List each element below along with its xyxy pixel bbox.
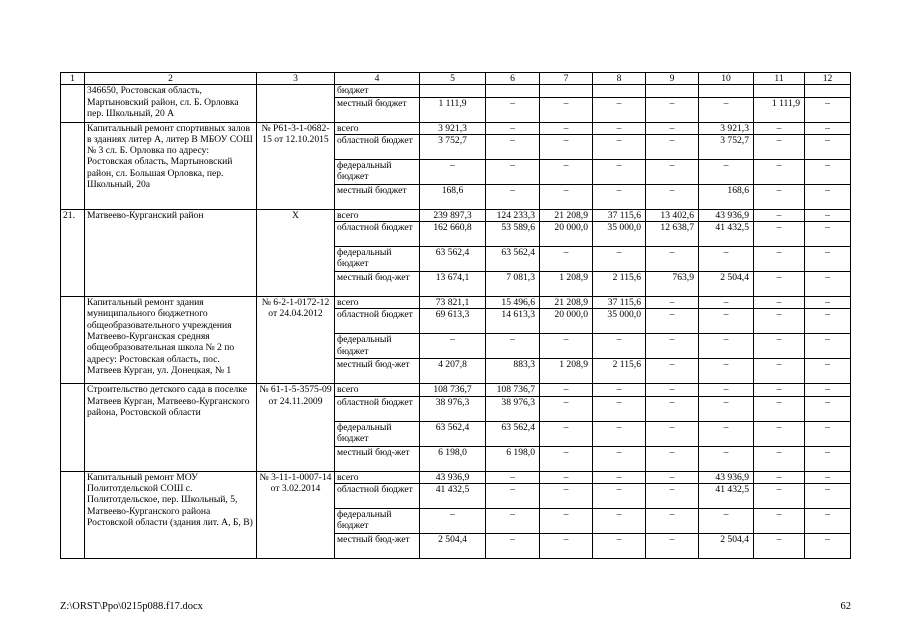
amount-cell: – bbox=[593, 134, 646, 159]
amount-cell: 883,3 bbox=[486, 359, 540, 384]
amount-cell: – bbox=[805, 534, 851, 559]
amount-cell: – bbox=[699, 97, 754, 122]
table-row bbox=[61, 122, 851, 134]
amount-cell: – bbox=[540, 134, 593, 159]
amount-cell: 15 496,6 bbox=[486, 297, 540, 309]
amount-cell: – bbox=[754, 297, 805, 309]
amount-cell: – bbox=[805, 297, 851, 309]
funding-source: местный бюд-жет bbox=[335, 446, 420, 471]
amount-cell: 763,9 bbox=[646, 272, 699, 297]
funding-source: областной бюджет bbox=[335, 134, 420, 159]
amount-cell: – bbox=[540, 484, 593, 509]
amount-cell: 2 504,4 bbox=[699, 272, 754, 297]
amount-cell: 63 562,4 bbox=[420, 421, 486, 446]
amount-cell: 37 115,6 bbox=[593, 209, 646, 221]
amount-cell: 69 613,3 bbox=[420, 309, 486, 334]
amount-cell: 2 115,6 bbox=[593, 272, 646, 297]
amount-cell: – bbox=[754, 396, 805, 421]
amount-cell: 63 562,4 bbox=[486, 247, 540, 272]
amount-cell: – bbox=[754, 421, 805, 446]
amount-cell: – bbox=[593, 396, 646, 421]
budget-table bbox=[60, 72, 851, 559]
amount-cell: – bbox=[754, 471, 805, 483]
amount-cell: – bbox=[646, 247, 699, 272]
amount-cell: – bbox=[486, 484, 540, 509]
amount-cell: 3 752,7 bbox=[699, 134, 754, 159]
amount-cell: – bbox=[699, 509, 754, 534]
amount-cell: – bbox=[805, 97, 851, 122]
amount-cell: – bbox=[754, 384, 805, 396]
amount-cell bbox=[646, 85, 699, 97]
amount-cell: – bbox=[754, 509, 805, 534]
amount-cell: – bbox=[754, 534, 805, 559]
amount-cell: – bbox=[420, 334, 486, 359]
amount-cell: – bbox=[593, 334, 646, 359]
amount-cell: – bbox=[754, 309, 805, 334]
amount-cell: 73 821,1 bbox=[420, 297, 486, 309]
amount-cell: 3 921,3 bbox=[699, 122, 754, 134]
amount-cell: – bbox=[805, 484, 851, 509]
amount-cell: – bbox=[486, 122, 540, 134]
amount-cell: – bbox=[646, 421, 699, 446]
amount-cell: 38 976,3 bbox=[420, 396, 486, 421]
amount-cell: – bbox=[754, 222, 805, 247]
amount-cell: – bbox=[754, 122, 805, 134]
funding-source: федеральный бюджет bbox=[335, 421, 420, 446]
column-number-row bbox=[61, 73, 851, 85]
amount-cell: – bbox=[754, 247, 805, 272]
amount-cell: 7 081,3 bbox=[486, 272, 540, 297]
amount-cell: – bbox=[486, 334, 540, 359]
funding-source: областной бюджет bbox=[335, 309, 420, 334]
funding-source: всего bbox=[335, 384, 420, 396]
amount-cell: – bbox=[699, 384, 754, 396]
amount-cell: – bbox=[593, 159, 646, 184]
amount-cell: – bbox=[540, 159, 593, 184]
amount-cell bbox=[420, 85, 486, 97]
object-description: 346650, Ростовская область, Мартыновский район, сл. Б. Орловка пер. Школьный, 20 А bbox=[85, 85, 257, 122]
amount-cell: – bbox=[754, 134, 805, 159]
amount-cell: – bbox=[486, 97, 540, 122]
amount-cell: 37 115,6 bbox=[593, 297, 646, 309]
amount-cell: – bbox=[646, 184, 699, 209]
amount-cell: – bbox=[593, 484, 646, 509]
funding-source: бюджет bbox=[335, 85, 420, 97]
row-number bbox=[61, 85, 85, 122]
amount-cell: – bbox=[593, 384, 646, 396]
amount-cell: – bbox=[754, 209, 805, 221]
amount-cell: – bbox=[646, 509, 699, 534]
amount-cell: – bbox=[486, 534, 540, 559]
amount-cell: 20 000,0 bbox=[540, 222, 593, 247]
amount-cell: 41 432,5 bbox=[699, 222, 754, 247]
amount-cell: – bbox=[805, 509, 851, 534]
amount-cell: – bbox=[699, 334, 754, 359]
amount-cell bbox=[540, 85, 593, 97]
amount-cell: 108 736,7 bbox=[420, 384, 486, 396]
funding-source: всего bbox=[335, 122, 420, 134]
amount-cell: – bbox=[699, 309, 754, 334]
amount-cell: 41 432,5 bbox=[420, 484, 486, 509]
amount-cell: – bbox=[699, 297, 754, 309]
amount-cell: 63 562,4 bbox=[420, 247, 486, 272]
amount-cell: 162 660,8 bbox=[420, 222, 486, 247]
amount-cell: – bbox=[646, 297, 699, 309]
amount-cell: – bbox=[805, 184, 851, 209]
amount-cell: 21 208,9 bbox=[540, 209, 593, 221]
amount-cell: 2 115,6 bbox=[593, 359, 646, 384]
amount-cell: 168,6 bbox=[420, 184, 486, 209]
amount-cell: 41 432,5 bbox=[699, 484, 754, 509]
col-header: 3 bbox=[257, 73, 335, 85]
amount-cell: 1 208,9 bbox=[540, 272, 593, 297]
amount-cell bbox=[754, 85, 805, 97]
table-row bbox=[61, 297, 851, 309]
amount-cell: – bbox=[754, 159, 805, 184]
amount-cell: – bbox=[593, 534, 646, 559]
funding-source: местный бюд-жет bbox=[335, 359, 420, 384]
amount-cell: – bbox=[805, 446, 851, 471]
amount-cell: – bbox=[486, 509, 540, 534]
amount-cell: – bbox=[486, 159, 540, 184]
object-description: Капитальный ремонт здания муниципального бюджетного общеобразовательного учреждения Матвеево-Курганская средняя общеобразовательная школа № 2 по адресу: Ростовская область, пос. Матвеев Курган, ул. Донецкая, № 1 bbox=[85, 297, 257, 384]
amount-cell: – bbox=[540, 122, 593, 134]
amount-cell: – bbox=[540, 509, 593, 534]
amount-cell: 13 674,1 bbox=[420, 272, 486, 297]
amount-cell: – bbox=[805, 122, 851, 134]
amount-cell bbox=[699, 85, 754, 97]
amount-cell: – bbox=[646, 334, 699, 359]
table-row bbox=[61, 384, 851, 396]
amount-cell: – bbox=[754, 184, 805, 209]
amount-cell: – bbox=[540, 421, 593, 446]
funding-source: всего bbox=[335, 471, 420, 483]
amount-cell: – bbox=[486, 471, 540, 483]
row-number: 21. bbox=[61, 209, 85, 296]
amount-cell: 239 897,3 bbox=[420, 209, 486, 221]
amount-cell: 21 208,9 bbox=[540, 297, 593, 309]
amount-cell: – bbox=[805, 272, 851, 297]
amount-cell: – bbox=[754, 446, 805, 471]
funding-source: областной бюджет bbox=[335, 396, 420, 421]
amount-cell: – bbox=[593, 247, 646, 272]
amount-cell: 63 562,4 bbox=[486, 421, 540, 446]
amount-cell: – bbox=[593, 122, 646, 134]
funding-source: федеральный бюджет bbox=[335, 159, 420, 184]
amount-cell: – bbox=[646, 134, 699, 159]
amount-cell: – bbox=[486, 134, 540, 159]
amount-cell: – bbox=[699, 359, 754, 384]
amount-cell: – bbox=[540, 184, 593, 209]
funding-source: местный бюд-жет bbox=[335, 272, 420, 297]
funding-source: местный бюд-жет bbox=[335, 534, 420, 559]
amount-cell: – bbox=[646, 359, 699, 384]
amount-cell: – bbox=[646, 484, 699, 509]
amount-cell: 3 752,7 bbox=[420, 134, 486, 159]
row-number bbox=[61, 471, 85, 558]
amount-cell: – bbox=[805, 384, 851, 396]
amount-cell: – bbox=[754, 334, 805, 359]
document-reference bbox=[257, 85, 335, 122]
funding-source: федеральный бюджет bbox=[335, 509, 420, 534]
amount-cell: – bbox=[646, 309, 699, 334]
amount-cell: – bbox=[699, 421, 754, 446]
amount-cell: – bbox=[540, 396, 593, 421]
table-row bbox=[61, 209, 851, 221]
amount-cell: – bbox=[699, 247, 754, 272]
document-reference: № Р61-3-1-0682-15 от 12.10.2015 bbox=[257, 122, 335, 209]
amount-cell: 53 589,6 bbox=[486, 222, 540, 247]
amount-cell: – bbox=[646, 97, 699, 122]
amount-cell: – bbox=[805, 159, 851, 184]
document-reference: № 6-2-1-0172-12 от 24.04.2012 bbox=[257, 297, 335, 384]
amount-cell: – bbox=[805, 396, 851, 421]
amount-cell: – bbox=[593, 97, 646, 122]
amount-cell: – bbox=[540, 471, 593, 483]
funding-source: всего bbox=[335, 297, 420, 309]
amount-cell: 168,6 bbox=[699, 184, 754, 209]
col-header: 12 bbox=[805, 73, 851, 85]
amount-cell: – bbox=[646, 384, 699, 396]
funding-source: местный бюджет bbox=[335, 97, 420, 122]
amount-cell: 108 736,7 bbox=[486, 384, 540, 396]
amount-cell: 13 402,6 bbox=[646, 209, 699, 221]
col-header: 2 bbox=[85, 73, 257, 85]
row-number bbox=[61, 384, 85, 471]
amount-cell: – bbox=[540, 247, 593, 272]
amount-cell: – bbox=[593, 471, 646, 483]
amount-cell: – bbox=[805, 247, 851, 272]
col-header: 7 bbox=[540, 73, 593, 85]
funding-source: областной бюджет bbox=[335, 222, 420, 247]
amount-cell: – bbox=[805, 421, 851, 446]
row-number bbox=[61, 122, 85, 209]
amount-cell: – bbox=[646, 122, 699, 134]
amount-cell: – bbox=[805, 134, 851, 159]
amount-cell: – bbox=[593, 446, 646, 471]
amount-cell: – bbox=[699, 446, 754, 471]
amount-cell: – bbox=[646, 446, 699, 471]
amount-cell: – bbox=[805, 359, 851, 384]
amount-cell: 1 208,9 bbox=[540, 359, 593, 384]
col-header: 9 bbox=[646, 73, 699, 85]
object-description: Капитальный ремонт МОУ Политотдельской СОШ с. Политотдельское, пер. Школьный, 5, Матвеево-Курганского района Ростовской области (здания лит. А, Б, В) bbox=[85, 471, 257, 558]
amount-cell bbox=[593, 85, 646, 97]
amount-cell: – bbox=[754, 359, 805, 384]
amount-cell bbox=[486, 85, 540, 97]
document-reference: № 61-1-5-3575-09 от 24.11.2009 bbox=[257, 384, 335, 471]
amount-cell: 43 936,9 bbox=[420, 471, 486, 483]
col-header: 1 bbox=[61, 73, 85, 85]
amount-cell: – bbox=[540, 334, 593, 359]
amount-cell: – bbox=[805, 334, 851, 359]
funding-source: местный бюджет bbox=[335, 184, 420, 209]
col-header: 8 bbox=[593, 73, 646, 85]
amount-cell: – bbox=[805, 309, 851, 334]
amount-cell bbox=[805, 85, 851, 97]
amount-cell: 35 000,0 bbox=[593, 222, 646, 247]
table-row bbox=[61, 471, 851, 483]
amount-cell: – bbox=[540, 97, 593, 122]
object-description: Строительство детского сада в поселке Матвеев Курган, Матвеево-Курганского района, Ростовской области bbox=[85, 384, 257, 471]
amount-cell: – bbox=[699, 396, 754, 421]
document-reference: № 3-11-1-0007-14 от 3.02.2014 bbox=[257, 471, 335, 558]
amount-cell: 1 111,9 bbox=[754, 97, 805, 122]
amount-cell: – bbox=[593, 509, 646, 534]
col-header: 5 bbox=[420, 73, 486, 85]
col-header: 4 bbox=[335, 73, 420, 85]
amount-cell: 43 936,9 bbox=[699, 209, 754, 221]
amount-cell: – bbox=[593, 421, 646, 446]
amount-cell: 1 111,9 bbox=[420, 97, 486, 122]
amount-cell: – bbox=[754, 484, 805, 509]
amount-cell: 6 198,0 bbox=[420, 446, 486, 471]
amount-cell: – bbox=[540, 534, 593, 559]
amount-cell: – bbox=[646, 471, 699, 483]
amount-cell: 43 936,9 bbox=[699, 471, 754, 483]
amount-cell: – bbox=[805, 222, 851, 247]
amount-cell: – bbox=[646, 534, 699, 559]
amount-cell: – bbox=[805, 471, 851, 483]
amount-cell: – bbox=[420, 159, 486, 184]
amount-cell: 3 921,3 bbox=[420, 122, 486, 134]
col-header: 6 bbox=[486, 73, 540, 85]
amount-cell: – bbox=[540, 384, 593, 396]
amount-cell: – bbox=[646, 159, 699, 184]
funding-source: областной бюджет bbox=[335, 484, 420, 509]
amount-cell: 20 000,0 bbox=[540, 309, 593, 334]
amount-cell: 6 198,0 bbox=[486, 446, 540, 471]
amount-cell: – bbox=[754, 272, 805, 297]
amount-cell: 38 976,3 bbox=[486, 396, 540, 421]
amount-cell: 2 504,4 bbox=[420, 534, 486, 559]
amount-cell: 14 613,3 bbox=[486, 309, 540, 334]
funding-source: федеральный бюджет bbox=[335, 334, 420, 359]
amount-cell: – bbox=[540, 446, 593, 471]
object-description: Капитальный ремонт спортивных залов в зданиях литер А, литер В МБОУ СОШ № 3 сл. Б. Орловка по адресу: Ростовская область, Мартыновский район, сл. Большая Орловка, пер. Школьный, 20а bbox=[85, 122, 257, 209]
col-header: 11 bbox=[754, 73, 805, 85]
object-description: Матвеево-Курганский район bbox=[85, 209, 257, 296]
funding-source: всего bbox=[335, 209, 420, 221]
row-number bbox=[61, 297, 85, 384]
amount-cell: – bbox=[593, 184, 646, 209]
page-number: 62 bbox=[840, 601, 851, 612]
amount-cell: – bbox=[420, 509, 486, 534]
amount-cell: 12 638,7 bbox=[646, 222, 699, 247]
amount-cell: 35 000,0 bbox=[593, 309, 646, 334]
table-row bbox=[61, 85, 851, 97]
col-header: 10 bbox=[699, 73, 754, 85]
amount-cell: 4 207,8 bbox=[420, 359, 486, 384]
funding-source: федеральный бюджет bbox=[335, 247, 420, 272]
footer-file-path: Z:\ORST\Ppo\0215p088.f17.docx bbox=[60, 601, 203, 612]
amount-cell: 124 233,3 bbox=[486, 209, 540, 221]
amount-cell: – bbox=[699, 159, 754, 184]
amount-cell: – bbox=[805, 209, 851, 221]
document-reference: Х bbox=[257, 209, 335, 296]
amount-cell: – bbox=[646, 396, 699, 421]
amount-cell: – bbox=[486, 184, 540, 209]
amount-cell: 2 504,4 bbox=[699, 534, 754, 559]
